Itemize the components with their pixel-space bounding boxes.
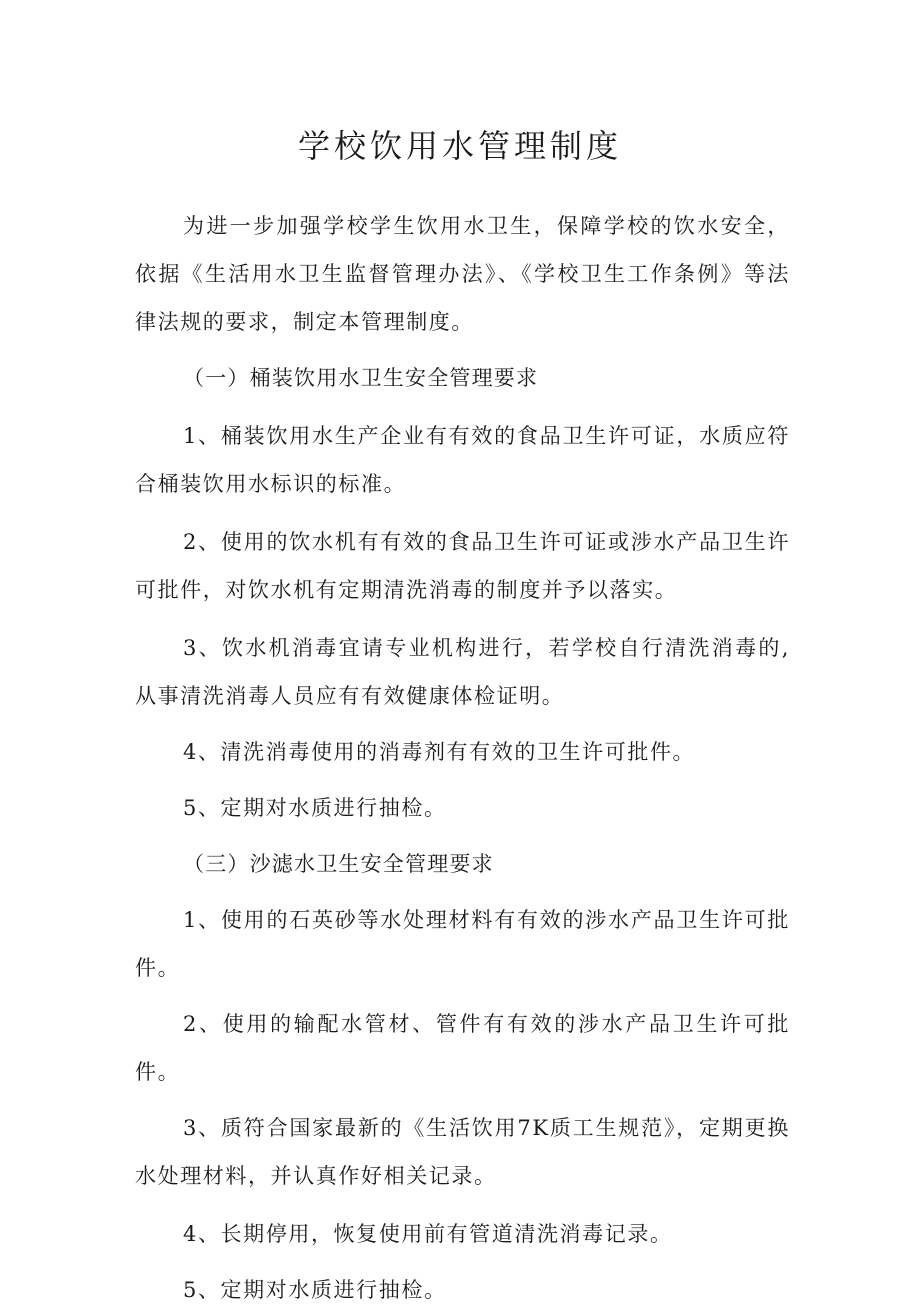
section2-item-3: 3、质符合国家最新的《生活饮用7K质工生规范》，定期更换水处理材料，并认真作好相关记录。	[135, 1116, 790, 1188]
section2-item-2: 2、使用的输配水管材、管件有有效的涉水产品卫生许可批件。	[135, 1012, 790, 1084]
section1-item-3: 3、饮水机消毒宜请专业机构进行，若学校自行清洗消毒的,从事清洗消毒人员应有有效健康体检证明。	[135, 636, 790, 708]
intro-paragraph: 为进一步加强学校学生饮用水卫生，保障学校的饮水安全，依据《生活用水卫生监督管理办法》、《学校卫生工作条例》等法律法规的要求，制定本管理制度。	[135, 214, 790, 334]
document-title: 学校饮用水管理制度	[297, 127, 622, 165]
section1-item-1: 1、桶装饮用水生产企业有有效的食品卫生许可证，水质应符合桶装饮用水标识的标准。	[135, 424, 790, 496]
section2-item-5: 5、定期对水质进行抽检。	[183, 1278, 447, 1302]
section1-item-4: 4、清洗消毒使用的消毒剂有有效的卫生许可批件。	[183, 740, 696, 764]
document-body	[135, 202, 790, 1314]
section1-item-5: 5、定期对水质进行抽检。	[183, 796, 447, 820]
section-heading-bottled-water: （一）桶装饮用水卫生安全管理要求	[183, 366, 539, 390]
section2-item-4: 4、长期停用，恢复使用前有管道清洗消毒记录。	[183, 1222, 673, 1246]
section2-item-1: 1、使用的石英砂等水处理材料有有效的涉水产品卫生许可批件。	[135, 908, 790, 980]
section-heading-sand-filter: （三）沙滤水卫生安全管理要求	[183, 852, 494, 876]
section1-item-2: 2、使用的饮水机有有效的食品卫生许可证或涉水产品卫生许可批件，对饮水机有定期清洗消毒的制度并予以落实。	[135, 530, 790, 602]
